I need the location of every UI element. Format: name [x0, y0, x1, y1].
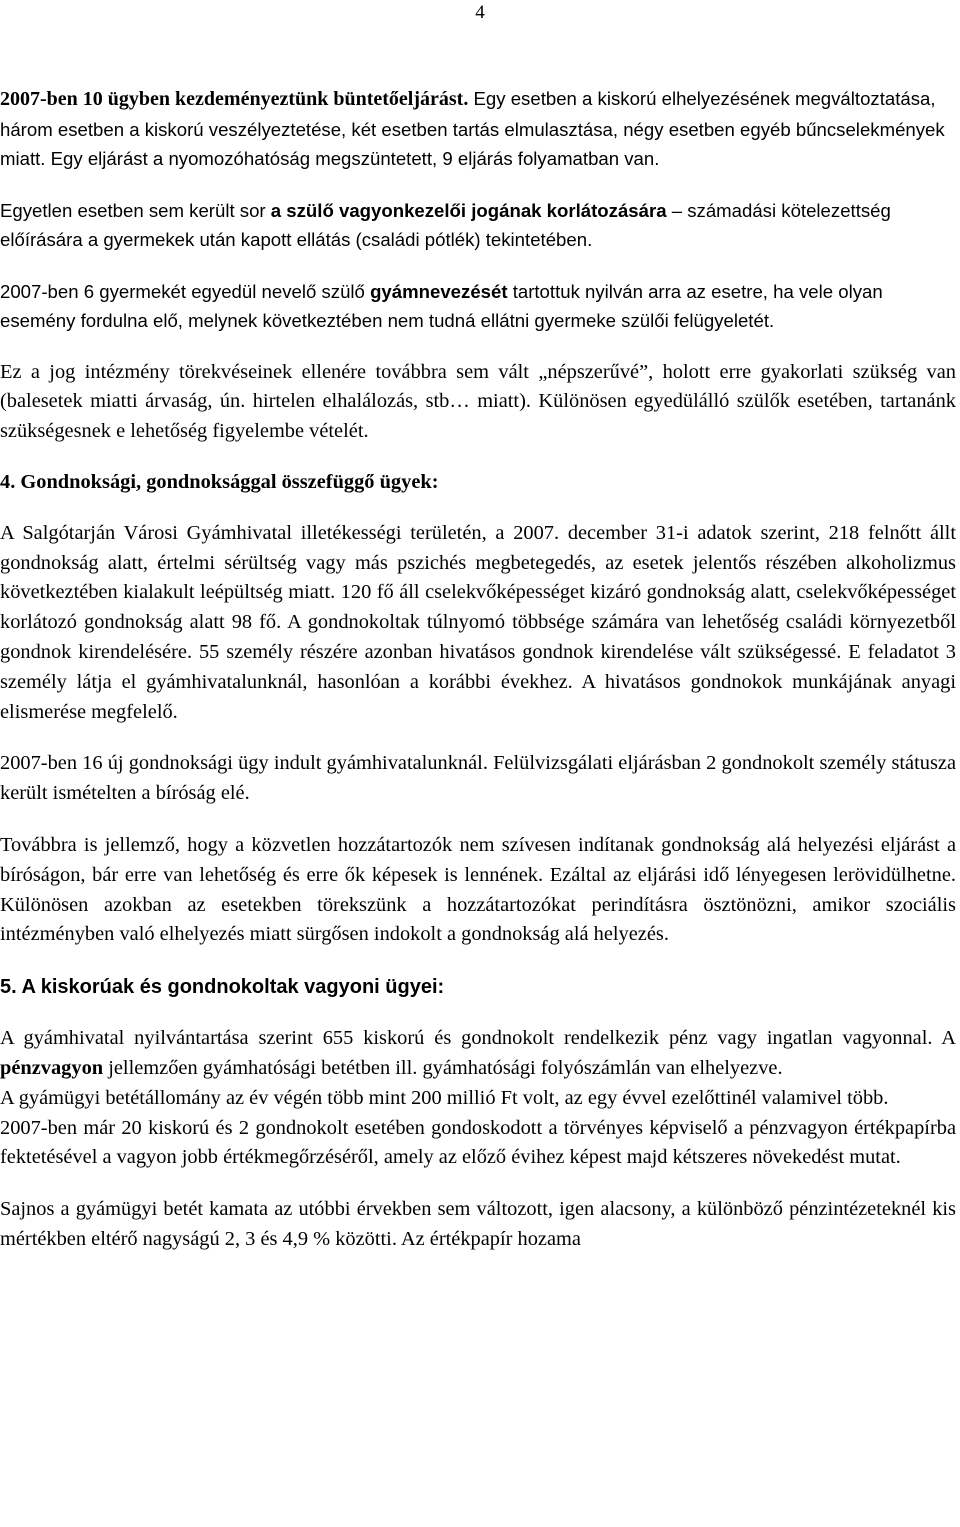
paragraph-text: Egy esetben a kiskorú elhelyezésének megváltoztatása, három esetben a kiskorú veszélyeztetése, két esetben tartás elmulasztása, négy esetben egyéb bűncselekmények miatt. Egy eljárást a nyomozóhatóság megszüntetett, 9 eljárás folyamatban van.	[0, 88, 945, 169]
document-body	[0, 84, 956, 1255]
paragraph-securities: 2007-ben már 20 kiskorú és 2 gondnokolt esetében gondoskodott a törvényes képviselő a pénzvagyon értékpapírba fektetésével a vagyon jobb értékmegőrzéséről, amely az előző évihez képest majd kétszeres növekedést mutat.	[0, 1116, 956, 1169]
paragraph-popularity: Ez a jog intézmény törekvéseinek ellenére továbbra sem vált „népszerűvé”, holott erre gyakorlati szükség van (balesetek miatti árvaság, ún. hirtelen elhalálozás, stb… miatt). Különösen egyedülálló szülők esetében, tartanánk szükségesnek e lehetőség figyelembe vételét.	[0, 360, 956, 443]
paragraph-text: 2007-ben 6 gyermekét egyedül nevelő szülő	[0, 280, 371, 302]
bold-phrase: 2007-ben 10 ügyben kezdeményeztünk büntetőeljárást.	[0, 88, 469, 110]
paragraph-deposits: A gyámügyi betétállomány az év végén több mint 200 millió Ft volt, az egy évvel ezelőttinél valamivel több.	[0, 1086, 889, 1109]
section-heading-4: 4. Gondnoksági, gondnoksággal összefüggő ügyek:	[0, 470, 439, 493]
paragraph-criminal-proceedings	[0, 84, 956, 174]
paragraph-guardian-nomination	[0, 277, 956, 336]
paragraph-text: Egyetlen esetben sem került sor	[0, 199, 271, 221]
bold-phrase: pénzvagyon	[0, 1057, 104, 1080]
paragraph-asset-management	[0, 196, 956, 255]
paragraph-guardianship-stats: A Salgótarján Városi Gyámhivatal illetékességi területén, a 2007. december 31-i adatok szerint, 218 felnőtt állt gondnokság alatt, értelmi sérültség vagy más pszichés megbetegedés, az esetek jelentős részében alkoholizmus következtében kialakult leépültség miatt. 120 fő áll cselekvőképességet kizáró gondnokság alatt, cselekvőképességet korlátozó gondnokság alatt 98 fő. A gondnokoltak túlnyomó többsége számára van lehetőség családi környezetből gondnok kirendelésére. 55 személy részére azonban hivatásos gondnok kirendelése vált szükségessé. E feladatot 3 személy látja el gyámhivatalunknál, hasonlóan a korábbi évekhez. A hivatásos gondnokok munkájának anyagi elismerése megfelelő.	[0, 521, 956, 723]
section-heading-5: 5. A kiskorúak és gondnokoltak vagyoni ügyei:	[0, 976, 445, 999]
paragraph-new-cases: 2007-ben 16 új gondnoksági ügy indult gyámhivatalunknál. Felülvizsgálati eljárásban 2 gondnokolt személy státusza került ismételten a bíróság elé.	[0, 752, 956, 805]
bold-phrase: gyámnevezését	[370, 280, 508, 302]
paragraph-interest: Sajnos a gyámügyi betét kamata az utóbbi érvekben sem változott, igen alacsony, a különböző pénzintézeteknél kis mértékben eltérő nagyságú 2, 3 és 4,9 % közötti. Az értékpapír hozama	[0, 1198, 956, 1251]
bold-phrase: a szülő vagyonkezelői jogának korlátozására	[270, 199, 667, 221]
paragraph-text: jellemzően gyámhatósági betétben ill. gyámhatósági folyószámlán van elhelyezve.	[103, 1057, 783, 1080]
paragraph-relatives: Továbbra is jellemző, hogy a közvetlen hozzátartozók nem szívesen indítanak gondnokság alá helyezési eljárást a bíróságon, bár erre van lehetőség és erre ők képesek is lennének. Ezáltal az eljárási idő lényegesen lerövidülhetne. Különösen azokban az esetekben törekszünk a hozzátartozókat perindításra ösztönözni, amikor szociális intézményben való elhelyezés miatt sürgősen indokolt a gondnokság alá helyezés.	[0, 834, 956, 946]
page-number: 4	[475, 2, 485, 23]
paragraph-text: tartottuk nyilván arra az esetre, ha vele olyan esemény fordulna elő, melynek következtében nem tudná ellátni gyermeke szülői felügyeletét.	[0, 280, 883, 331]
paragraph-text: – számadási kötelezettség előírására a gyermekek után kapott ellátás (családi pótlék) tekintetében.	[0, 199, 891, 250]
paragraph-asset-register	[0, 1024, 956, 1084]
paragraph-text: A gyámhivatal nyilvántartása szerint 655 kiskorú és gondnokolt rendelkezik pénz vagy ingatlan vagyonnal. A	[0, 1027, 956, 1050]
